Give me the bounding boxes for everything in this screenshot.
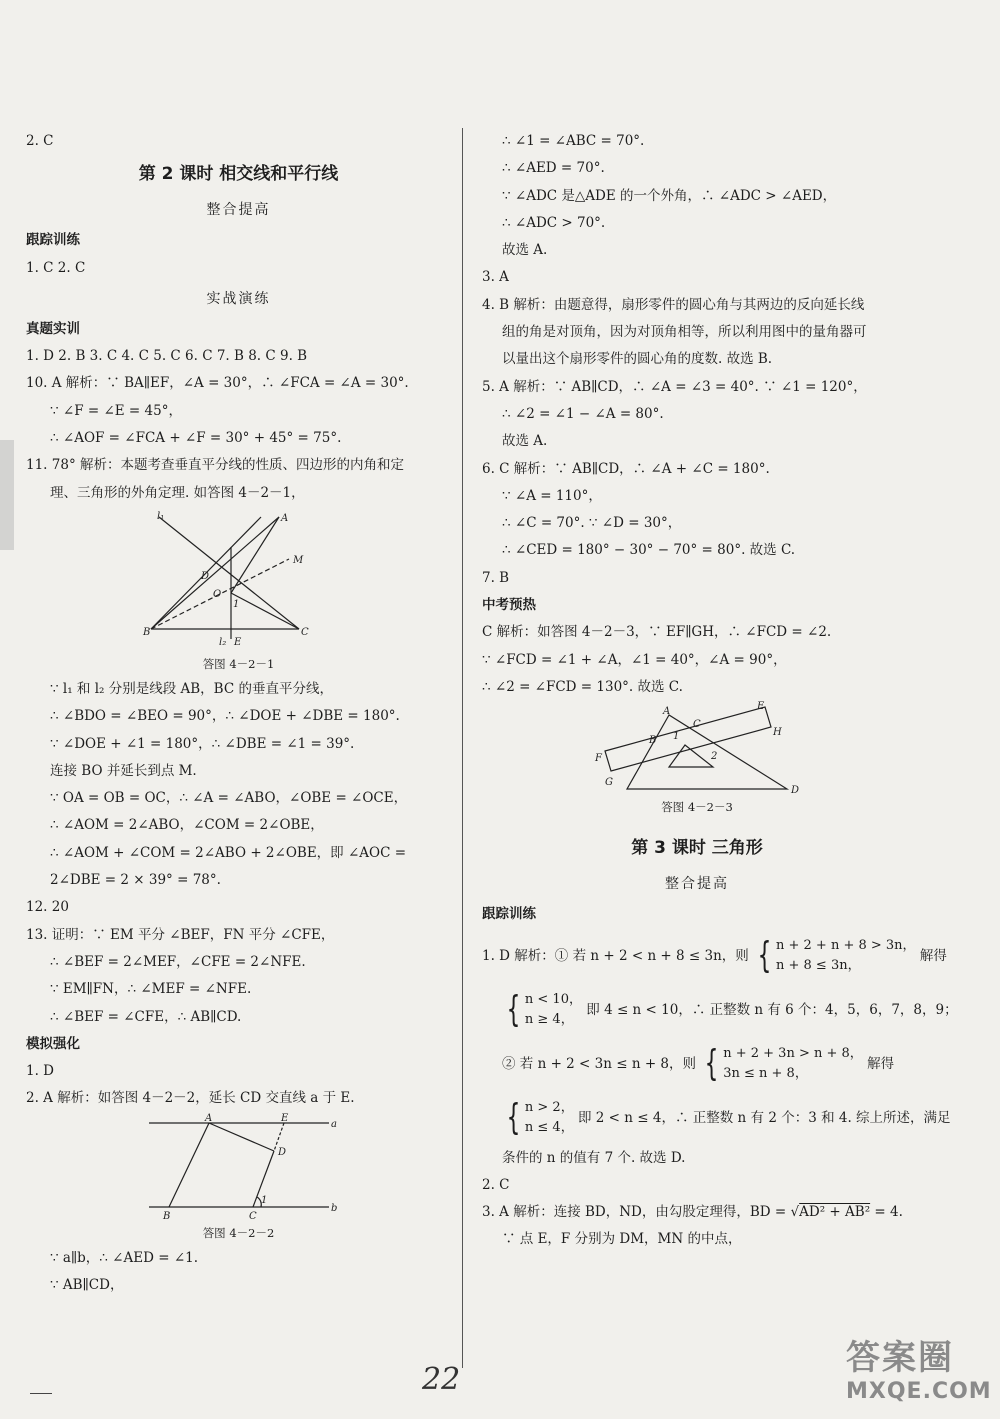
- t1-prefix: 1. D 解析：① 若 n + 2 < n + 8 ≤ 3n，则: [482, 947, 749, 964]
- t1-result: 即 2 < n ≤ 4，∴ 正整数 n 有 2 个：3 和 4. 综上所述，满足: [578, 1109, 951, 1126]
- section-heading: 跟踪训练: [26, 232, 80, 249]
- fig3-label-D: D: [791, 785, 800, 796]
- fig2-label-D: D: [277, 1146, 286, 1158]
- answer-line: 11. 78° 解析：本题考查垂直平分线的性质、四边形的内角和定: [26, 457, 404, 474]
- answer-line: ∴ ∠BEF = 2∠MEF，∠CFE = 2∠NFE.: [50, 953, 306, 970]
- answer-line: ∴ ∠1 = ∠ABC = 70°.: [502, 133, 645, 149]
- answer-line: ∴ ∠AOM = 2∠ABO，∠COM = 2∠OBE，: [50, 817, 324, 834]
- system-row: n + 8 ≤ 3n，: [776, 958, 861, 974]
- answer-line: 7. B: [482, 569, 510, 586]
- answer-line: 4. B 解析：由题意得，扇形零件的圆心角与其两边的反向延长线: [482, 296, 865, 313]
- watermark-text: 答案圈: [846, 1338, 954, 1378]
- right-column: [482, 128, 958, 1254]
- answer-line: [482, 1091, 951, 1145]
- fig3-label-F: F: [595, 753, 602, 765]
- equation-system: { n < 10， n ≥ 4，: [506, 989, 582, 1031]
- answer-line: ∴ ∠C = 70°. ∵ ∠D = 30°，: [502, 515, 682, 532]
- system-row: n + 2 + n + 8 > 3n，: [776, 938, 916, 954]
- binding-edge-mark: [0, 440, 14, 550]
- fig2-label-A: A: [204, 1112, 212, 1124]
- fig1-label-D: D: [200, 570, 209, 582]
- fig1-label-1: 1: [232, 598, 239, 610]
- section-heading: 模拟强化: [26, 1035, 80, 1052]
- answer-line: ∴ ∠2 = ∠FCD = 130°. 故选 C.: [482, 678, 683, 695]
- fig3-label-C: C: [693, 719, 701, 731]
- answer-line: 连接 BO 并延长到点 M.: [50, 762, 197, 779]
- section-subtitle: 整合提高: [665, 876, 729, 893]
- answer-line: ∴ ∠2 = ∠1 − ∠A = 80°.: [502, 405, 664, 422]
- fig3-label-A: A: [663, 706, 671, 718]
- answer-line: [482, 1199, 912, 1226]
- fig2-label-a: a: [330, 1118, 337, 1130]
- answer-line: ∵ AB∥CD，: [50, 1277, 124, 1294]
- lesson-title: 第 2 课时 相交线和平行线: [138, 164, 339, 185]
- fig1-label-C: C: [300, 626, 309, 638]
- fig2-label-C: C: [248, 1210, 257, 1221]
- answer-line: ∵ l₁ 和 l₂ 分别是线段 AB，BC 的垂直平分线，: [50, 680, 333, 697]
- fig1-label-O: O: [212, 588, 221, 600]
- figure-caption: 答图 4－2－1: [202, 656, 275, 671]
- answer-line: ∴ ∠BDO = ∠BEO = 90°，∴ ∠DOE + ∠DBE = 180°.: [50, 708, 400, 725]
- answer-line: ∵ ∠ADC 是△ADE 的一个外角，∴ ∠ADC > ∠AED，: [502, 187, 837, 204]
- answer-line: ∵ ∠F = ∠E = 45°，: [50, 402, 182, 419]
- figure-4-2-3: [587, 701, 807, 795]
- figure-caption: 答图 4－2－2: [202, 1225, 275, 1240]
- answer-line: 理、三角形的外角定理. 如答图 4－2－1，: [50, 484, 305, 501]
- section-subtitle: 实战演练: [206, 290, 271, 307]
- answer-line: 12. 20: [26, 899, 69, 916]
- fig3-label-B: B: [649, 735, 657, 747]
- system-row: n < 10，: [524, 992, 582, 1008]
- answer-line: ∴ ∠BEF = ∠CFE，∴ AB∥CD.: [50, 1008, 242, 1025]
- answer-line: 6. C 解析：∵ AB∥CD，∴ ∠A + ∠C = 180°.: [482, 460, 770, 477]
- watermark-url: MXQE.COM: [846, 1379, 992, 1404]
- watermark-logo: [846, 1330, 996, 1416]
- fig1-label-E: E: [233, 636, 241, 648]
- answer-line: 10. A 解析：∵ BA∥EF，∠A = 30°，∴ ∠FCA = ∠A = 30°.: [26, 375, 409, 392]
- figure-caption: 答图 4－2－3: [661, 800, 733, 815]
- answer-line: ∴ ∠AED = 70°.: [502, 160, 605, 177]
- equation-system: { n + 2 + n + 8 > 3n， n + 8 ≤ 3n，: [757, 935, 916, 977]
- answer-line: [482, 983, 958, 1037]
- section-heading: 跟踪训练: [482, 906, 536, 923]
- answer-line: 1. D 2. B 3. C 4. C 5. C 6. C 7. B 8. C 9. B: [26, 348, 308, 365]
- fig1-label-B: B: [142, 626, 150, 638]
- t3-head: 3. A 解析：连接 BD，ND，由勾股定理得，BD =: [482, 1204, 787, 1221]
- answer-line: ∴ ∠ADC > 70°.: [502, 214, 606, 231]
- answer-line: ∵ a∥b，∴ ∠AED = ∠1.: [50, 1249, 199, 1266]
- fig3-label-2: 2: [711, 751, 718, 763]
- system-row: n ≥ 4，: [524, 1012, 574, 1028]
- figure-4-2-1: [139, 507, 339, 652]
- sqrt-radicand: AD² + AB²: [799, 1204, 871, 1221]
- sqrt-sign: √: [790, 1204, 800, 1221]
- fig3-label-G: G: [605, 777, 613, 789]
- answer-line: ∵ 点 E，F 分别为 DM，MN 的中点，: [502, 1231, 742, 1248]
- fig3-label-1: 1: [673, 731, 680, 743]
- lesson-title: 第 3 课时 三角形: [631, 838, 763, 859]
- section-heading: 真题实训: [26, 320, 80, 337]
- answer-line: 5. A 解析：∵ AB∥CD，∴ ∠A = ∠3 = 40°. ∵ ∠1 = 120°，: [482, 378, 867, 395]
- system-row: n + 2 + 3n > n + 8，: [723, 1046, 863, 1062]
- system-row: 3n ≤ n + 8，: [723, 1066, 808, 1082]
- answer-line: 2. C: [482, 1176, 510, 1193]
- answer-line: 13. 证明：∵ EM 平分 ∠BEF，FN 平分 ∠CFE，: [26, 926, 335, 943]
- fig3-label-H: H: [773, 727, 782, 739]
- answer-line: 1. D: [26, 1063, 54, 1080]
- fig2-label-B: B: [162, 1210, 170, 1221]
- section-subtitle: 整合提高: [206, 202, 271, 219]
- answer-line: ∴ ∠AOF = ∠FCA + ∠F = 30° + 45° = 75°.: [50, 430, 342, 447]
- answer-line: 1. C 2. C: [26, 259, 86, 276]
- equation-system: { n > 2， n ≤ 4，: [506, 1097, 574, 1139]
- fig2-label-1: 1: [260, 1194, 267, 1206]
- handwritten-page-number: 22: [422, 1362, 461, 1397]
- answer-line: ∵ ∠A = 110°，: [502, 487, 602, 504]
- answer-line: ∴ ∠CED = 180° − 30° − 70° = 80°. 故选 C.: [502, 542, 796, 559]
- figure-4-2-2: [139, 1113, 339, 1221]
- left-column: [26, 128, 451, 1299]
- section-heading: 中考预热: [482, 597, 536, 614]
- t1-suffix: 解得: [867, 1055, 895, 1072]
- system-row: n ≤ 4，: [524, 1120, 574, 1136]
- answer-line: [482, 929, 947, 983]
- answer-line: [482, 1037, 912, 1091]
- answer-line: 2. A 解析：如答图 4－2－2，延长 CD 交直线 a 于 E.: [26, 1090, 355, 1107]
- answer-line: 故选 A.: [502, 242, 548, 259]
- fig2-label-E: E: [280, 1112, 288, 1124]
- equation-system: { n + 2 + 3n > n + 8， 3n ≤ n + 8，: [704, 1043, 863, 1085]
- answer-line: C 解析：如答图 4－2－3，∵ EF∥GH，∴ ∠FCD = ∠2.: [482, 624, 832, 641]
- answer-line: ∵ OA = OB = OC，∴ ∠A = ∠ABO，∠OBE = ∠OCE，: [50, 790, 408, 807]
- answer-line: 故选 A.: [502, 433, 548, 450]
- answer-line: 2∠DBE = 2 × 39° = 78°.: [50, 872, 221, 889]
- answer-line: ∵ ∠FCD = ∠1 + ∠A，∠1 = 40°，∠A = 90°，: [482, 651, 787, 668]
- footer-rule: [30, 1393, 52, 1394]
- answer-line: ∴ ∠AOM + ∠COM = 2∠ABO + 2∠OBE，即 ∠AOC =: [50, 844, 407, 861]
- fig1-label-M: M: [292, 554, 303, 566]
- column-divider: [462, 128, 463, 1368]
- answer-line: ∵ ∠DOE + ∠1 = 180°，∴ ∠DBE = ∠1 = 39°.: [50, 735, 355, 752]
- t1-prefix: ② 若 n + 2 < 3n ≤ n + 8，则: [502, 1055, 697, 1072]
- fig1-label-l1: l₁: [156, 510, 164, 522]
- fig3-label-E: E: [757, 701, 765, 713]
- answer-line: 条件的 n 的值有 7 个. 故选 D.: [502, 1149, 686, 1166]
- fig1-label-A: A: [280, 512, 288, 524]
- answer-line: 2. C: [26, 133, 54, 149]
- fig2-label-b: b: [330, 1202, 337, 1214]
- fig1-label-l2: l₂: [218, 636, 226, 648]
- system-row: n > 2，: [524, 1100, 574, 1116]
- t1-suffix: 解得: [919, 947, 947, 964]
- t1-result: 即 4 ≤ n < 10，∴ 正整数 n 有 6 个：4，5，6，7，8，9；: [586, 1001, 958, 1018]
- answer-line: ∵ EM∥FN，∴ ∠MEF = ∠NFE.: [50, 981, 252, 998]
- t3-tail: = 4.: [870, 1204, 903, 1221]
- answer-line: 以量出这个扇形零件的圆心角的度数. 故选 B.: [502, 351, 773, 368]
- answer-line: 3. A: [482, 269, 509, 286]
- answer-line: 组的角是对顶角，因为对顶角相等，所以利用图中的量角器可: [502, 324, 867, 341]
